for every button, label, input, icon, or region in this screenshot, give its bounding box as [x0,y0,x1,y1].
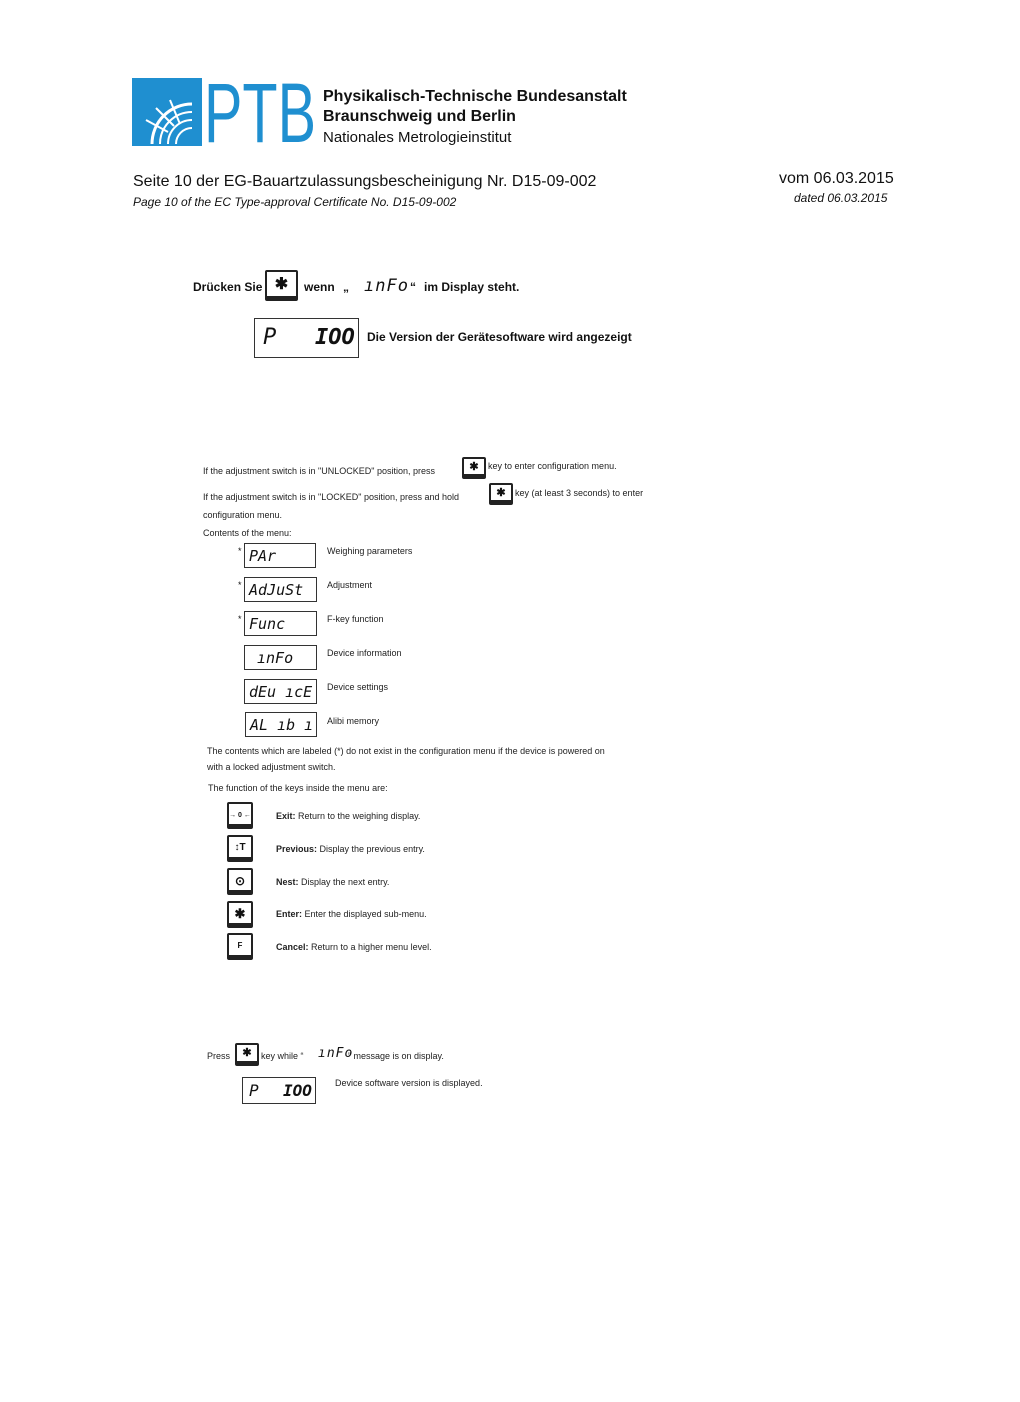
german-quote-close: “ [410,280,416,294]
english-lcd-display [242,1077,316,1104]
keys-intro: The function of the keys inside the menu are: [208,783,388,793]
menu-item-star: * [238,580,242,590]
logo-text: PTB [204,66,316,160]
date-en: dated 06.03.2015 [794,191,888,205]
key-desc: Enter the displayed sub-menu. [304,909,427,919]
key-desc: Return to a higher menu level. [311,942,432,952]
ptb-logo [132,66,316,160]
institution-subtitle: Nationales Metrologieinstitut [323,129,512,146]
menu-item-display-text: AL ıb ı [250,716,314,734]
key-function-text [276,909,427,919]
key-symbol: F [237,941,243,950]
lcd-left-char: P [249,1081,259,1100]
menu-note-line2: with a locked adjustment switch. [207,762,336,772]
german-when-label: wenn [304,280,335,294]
star-key-symbol: ✱ [274,276,289,293]
menu-item-display-text: Func [249,615,286,633]
menu-item-desc: F-key function [327,614,384,624]
institution-location: Braunschweig und Berlin [323,108,516,125]
menu-contents-label: Contents of the menu: [203,528,292,538]
menu-item-display-text: dEu ıcE [249,683,313,701]
menu-item-display-text: AdJuSt [249,581,304,599]
star-key-symbol: ✱ [496,487,506,499]
key-desc: Display the previous entry. [319,844,425,854]
german-press-label: Drücken Sie [193,280,263,294]
menu-item-desc: Weighing parameters [327,546,413,556]
menu-item-display [244,543,316,568]
menu-item-desc: Device information [327,648,402,658]
message-on-display: ” message is on display. [348,1051,444,1061]
unlocked-instruction: If the adjustment switch is in "UNLOCKED" position, press [203,466,435,476]
key-function-text [276,844,425,854]
menu-note-line1: The contents which are labeled (*) do not exist in the configuration menu if the device is powered on [207,746,605,756]
key-desc: Return to the weighing display. [298,811,421,821]
key-function-text [276,877,389,887]
locked-instruction-end: key (at least 3 seconds) to enter [515,488,644,498]
english-version-text: Device software version is displayed. [335,1078,483,1088]
key-desc: Display the next entry. [301,877,390,887]
german-lcd-display [254,318,359,358]
certificate-title-de: Seite 10 der EG-Bauartzulassungsbescheinigung Nr. D15-09-002 [133,173,597,190]
key-name: Exit: [276,811,296,821]
german-display-text: im Display steht. [424,280,520,294]
menu-item-display [244,679,317,704]
key-symbol: ⊙ [234,874,246,888]
date-de: vom 06.03.2015 [779,170,894,187]
key-function-text [276,942,432,952]
ptb-logo-graphic [132,66,316,160]
key-name: Enter: [276,909,303,919]
star-key-symbol: ✱ [469,461,479,473]
key-name: Nest: [276,877,299,887]
key-while-label: key while “ [261,1051,304,1061]
menu-item-desc: Adjustment [327,580,373,590]
english-info-display: ınFo [318,1046,354,1061]
press-label: Press [207,1051,231,1061]
menu-item-star: * [238,614,242,624]
menu-item-display [244,611,317,636]
german-quote-open: „ [343,280,349,294]
institution-name: Physikalisch-Technische Bundesanstalt [323,88,627,105]
tare-key-icon [227,835,253,862]
locked-instruction: If the adjustment switch is in "LOCKED" position, press and hold [203,492,460,502]
locked-instruction-cont: configuration menu. [203,510,283,520]
menu-item-display [244,577,317,602]
star-key-icon [462,457,486,479]
lcd-left-char: P [263,325,277,350]
star-key-icon [489,483,513,505]
unlocked-instruction-end: key to enter configuration menu. [488,461,617,471]
zero-key-icon [227,802,253,829]
key-name: Cancel: [276,942,309,952]
key-symbol: ↕T [234,842,246,853]
menu-item-display-text: PAr [249,547,277,565]
key-symbol: ✱ [234,906,246,921]
menu-item-display-text: ınFo [257,649,294,667]
lcd-value: IOO [315,325,355,350]
print-key-icon [227,868,253,895]
menu-item-display [245,712,317,737]
menu-item-desc: Device settings [327,682,389,692]
german-version-text: Die Version der Gerätesoftware wird angezeigt [367,330,632,344]
star-key-symbol: ✱ [242,1047,252,1059]
star-key-icon [265,270,298,301]
german-info-display: ınFo [364,276,409,296]
menu-item-star: * [238,546,242,556]
star-key-icon [227,901,253,928]
star-key-icon [235,1043,259,1066]
key-function-text [276,811,420,821]
menu-item-desc: Alibi memory [327,716,380,726]
key-name: Previous: [276,844,318,854]
certificate-title-en: Page 10 of the EC Type-approval Certificate No. D15-09-002 [133,195,457,209]
f-key-icon [227,933,253,960]
key-symbol: → 0 ← [229,812,251,819]
lcd-value: IOO [283,1081,312,1100]
menu-item-display [244,645,317,670]
